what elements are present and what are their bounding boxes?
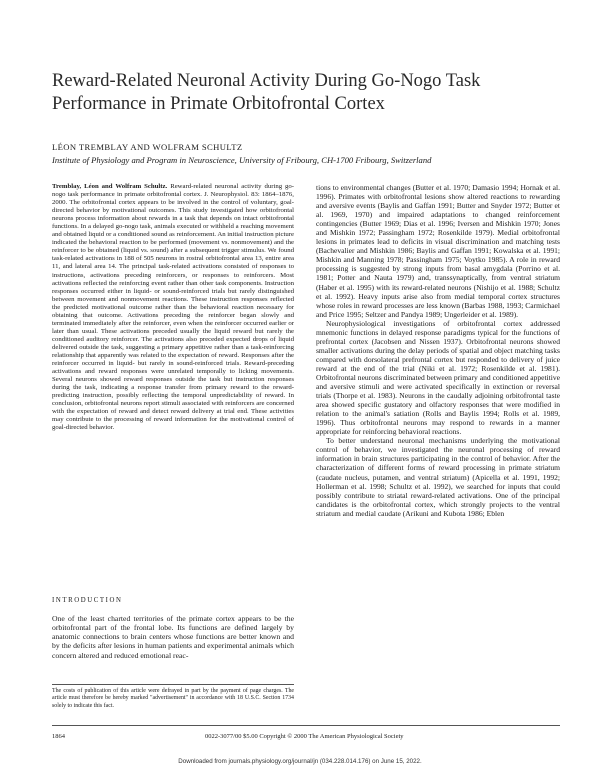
article-title xyxy=(52,70,552,116)
body-paragraph-1: tions to environmental changes (Butter et al. 1970; Damasio 1994; Hornak et al. 1996). Primates with orbitofrontal lesions show altered reactions to rewarding and aversive events (Baylis and Gaffan 1991; Butter and Snyder 1972; Butter et al. 1969, 1970) and impaired adaptations to changed reinforcement contingencies (Butter 1969; Dias et al. 1996; Iversen and Mishkin 1970; Jones and Mishkin 1972; Passingham 1972; Rosenkilde 1979). Medial orbitofrontal lesions in primates lead to deficits in visual discrimination and matching tests (Bachevalier and Mishkin 1986; Baylis and Gaffan 1991; Kowalska et al. 1991; Mishkin and Manning 1978; Passingham 1975; Voytko 1985). A role in reward processing is suggested by strong inputs from basal amygdala (Porrino et al. 1981; Potter and Nauta 1979) and, transsynaptically, from ventral striatum (Haber et al. 1995) with its reward-related neurons (Nishijo et al. 1988; Schultz et al. 1992). Heavy inputs arise also from medial temporal cortex structures whose roles in reward processes are less known (Barbas 1988, 1993; Carmichael and Price 1995; Seltzer and Pandya 1989; Ungerleider et al. 1989). xyxy=(316,183,560,319)
title-line-2: Performance in Primate Orbitofrontal Cortex xyxy=(52,94,385,114)
abstract-text: Reward-related neuronal activity during go-nogo task performance in primate orbitofrontal cortex. J. Neurophysiol. 83: 1864–1876, 2000. The orbitofrontal cortex appears to be involved in the control of voluntary, goal-directed behavior by motivational outcomes. This study investigated how orbitofrontal neurons process information about rewards in a task that depends on intact orbitofrontal functions. In a delayed go-nogo task, animals executed or withheld a reaching movement and obtained liquid or a conditioned sound as reinforcement. An initial instruction picture indicated the behavioral reaction to be performed (movement vs. nonmovement) and the reinforcer to be obtained (liquid vs. sound) after a subsequent trigger stimulus. We found task-related activations in 188 of 505 neurons in rostral orbitofrontal area 13, entire area 11, and lateral area 14. The principal task-related activations consisted of responses to instructions, activations preceding reinforcers, or responses to reinforcers. Most activations reflected the reinforcing event rather than other task components. Instruction responses occurred either in liquid- or sound-reinforced trials but rarely distinguished between movement and nonmovement reactions. These instruction responses reflected the predicted motivational outcome rather than the behavioral reaction necessary for obtaining that outcome. Activations preceding the reinforcer began slowly and terminated immediately after the reinforcer, even when the reinforcer occurred earlier or later than usual. These activations preceded usually the liquid reward but rarely the conditioned auditory reinforcer. The activations also preceded expected drops of liquid delivered outside the task, suggesting a primary appetitive rather than a task-reinforcing relationship that apparently was related to the expectation of reward. Responses after the reinforcer occurred in liquid- but rarely in sound-reinforced trials. Reward-preceding activations and reward responses were unrelated temporally to licking movements. Several neurons showed reward responses outside the task but instruction responses during the task, indicating a response transfer from primary reward to the reward-predicting instruction, possibly reflecting the temporal unpredictability of reward. In conclusion, orbitofrontal neurons report stimuli associated with reinforcers are concerned with the expectation of reward and detect reward delivery at trial end. These activities may contribute to the processing of reward information for the motivational control of goal-directed behavior. xyxy=(52,183,294,432)
right-column xyxy=(316,183,560,749)
body-paragraph-3: To better understand neuronal mechanisms underlying the motivational control of behavior, we investigated the neuronal processing of reward information in brain structures participating in the control of behavior. After the characterization of different forms of reward processing in primate striatum (caudate nucleus, putamen, and ventral striatum) (Apicella et al. 1991, 1992; Hollerman et al. 1998; Schultz et al. 1992), we searched for inputs that could possibly contribute to striatal reward-related activations. One of the principal candidates is the orbitofrontal cortex, which strongly projects to the ventral striatum and medial caudate (Arikuni and Kubota 1986; Eblen xyxy=(316,436,560,518)
title-line-1: Reward-Related Neuronal Activity During Go-Nogo Task xyxy=(52,71,481,91)
affiliation: Institute of Physiology and Program in Neuroscience, University of Fribourg, CH-1700 Fribourg, Switzerland xyxy=(52,155,432,165)
page-number: 1864 xyxy=(52,733,65,740)
abstract-lead: Tremblay, Léon and Wolfram Schultz. xyxy=(52,183,168,190)
download-notice: Downloaded from journals.physiology.org/journal/jn (034.228.014.176) on June 15, 2022. xyxy=(178,758,422,765)
abstract xyxy=(52,183,294,432)
footnote-divider xyxy=(52,684,294,685)
introduction-text: One of the least charted territories of the primate cortex appears to be the orbitofrontal part of the frontal lobe. Its functions are defined largely by anatomic connections to brain centers whose functions are better known and by the deficits after lesions in human patients and experimental animals which concern altered and reduced emotional reac- xyxy=(52,614,294,660)
abstract-column xyxy=(52,183,294,629)
authors: LÉON TREMBLAY AND WOLFRAM SCHULTZ xyxy=(52,142,243,152)
body-paragraph-2: Neurophysiological investigations of orbitofrontal cortex addressed mnemonic functions in delayed response paradigms typical for the functions of prefrontal cortex (Jacobsen and Nissen 1937). Orbitofrontal neurons showed smaller activations during the delay periods of spatial and object matching tasks compared with dorsolateral prefrontal cortex but responded to delivery of juice reward at the end of the trial (Niki et al. 1972; Rosenkilde et al. 1981). Orbitofrontal neurons discriminated between primary and conditioned appetitive and aversive stimuli and were activated specifically in extinction or reversal trials (Thorpe et al. 1983). Neurons in the caudally adjoining orbitofrontal taste area showed specific gustatory and olfactory responses that were modified in relation to the animal's satiation (Rolls and Baylis 1994; Rolls et al. 1989, 1996). Thus orbitofrontal neurons may respond to rewards in a manner appropriate for reinforcing behavioral reactions. xyxy=(316,318,560,437)
footer-divider xyxy=(52,725,560,726)
footnote: The costs of publication of this article were defrayed in part by the payment of page charges. The article must therefore be hereby marked "advertisement" in accordance with 18 U.S.C. Section 1734 solely to indicate this fact. xyxy=(52,688,294,709)
introduction-heading: INTRODUCTION xyxy=(52,597,123,604)
copyright-line: 0022-3077/00 $5.00 Copyright © 2000 The American Physiological Society xyxy=(205,733,404,740)
